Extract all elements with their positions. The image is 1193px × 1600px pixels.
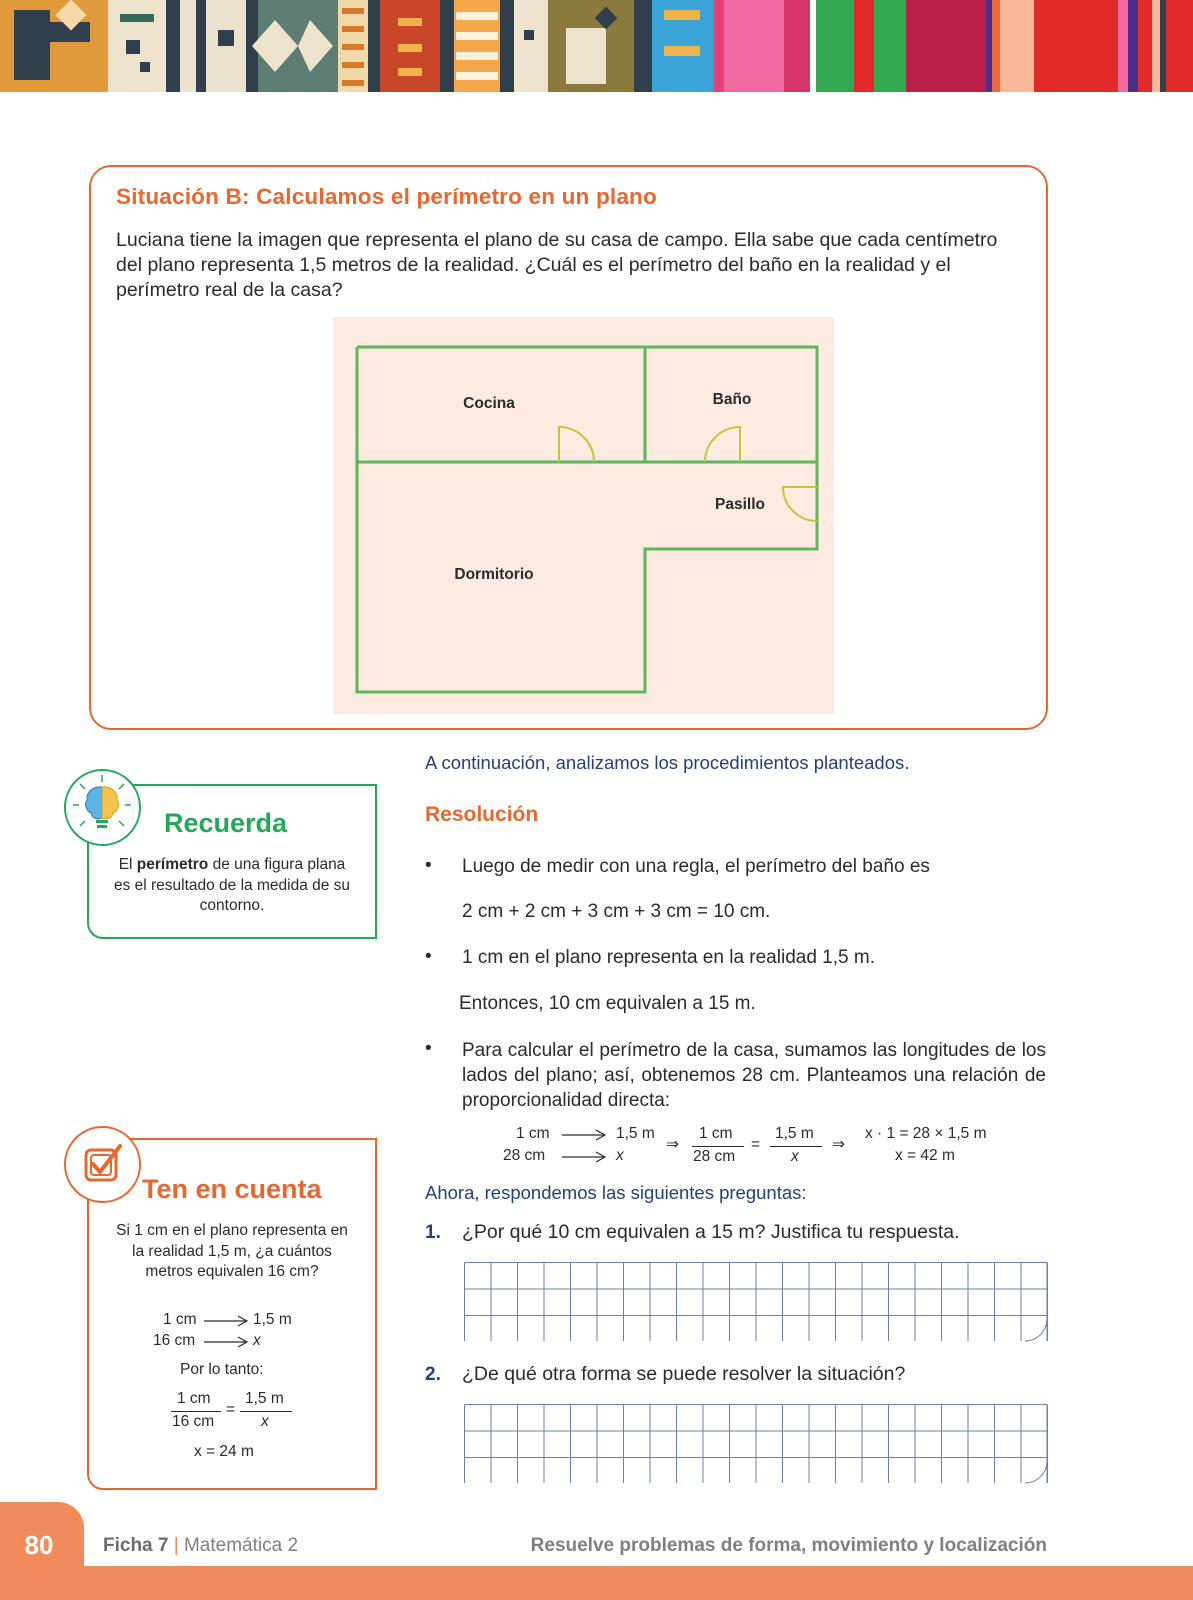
bullet-marker: • — [425, 1038, 432, 1059]
math-frac1-bar — [692, 1146, 744, 1147]
tec-equals: = — [226, 1401, 236, 1418]
math-eq2: x = 42 m — [895, 1147, 955, 1164]
footer-subject: Matemática 2 — [183, 1535, 299, 1556]
textile-pattern — [0, 0, 1193, 92]
checkbox-icon — [66, 1128, 138, 1200]
tec-r2-left: 16 cm — [153, 1332, 196, 1349]
door-cocina — [559, 427, 594, 462]
label-dormitorio: Dormitorio — [454, 566, 534, 583]
situation-text: Luciana tiene la imagen que representa el plano de su casa de campo. Ella sabe que cada centímetro del plano representa 1,5 metros de la realidad. ¿Cuál es el perímetro del baño en la realidad y el perímetro real de la casa? — [116, 229, 998, 301]
tec-frac2-den: x — [261, 1413, 269, 1430]
tec-frac2-num: 1,5 m — [245, 1390, 284, 1407]
ten-en-cuenta-title: Ten en cuenta — [142, 1174, 322, 1204]
math-implies: ⇒ — [666, 1136, 679, 1153]
tec-r1-right: 1,5 m — [253, 1311, 292, 1328]
tec-frac2-bar — [240, 1411, 292, 1412]
questions-heading: Ahora, respondemos las siguientes preguntas: — [425, 1182, 807, 1203]
math-frac2-num: 1,5 m — [775, 1125, 814, 1142]
math-equals: = — [751, 1136, 761, 1153]
math-r2-left: 28 cm — [503, 1147, 546, 1164]
answer-grid[interactable] — [464, 1404, 1048, 1484]
resolution-intro: A continuación, analizamos los procedimientos planteados. — [425, 752, 910, 773]
bullet1-line1: Luego de medir con una regla, el perímetro del baño es — [462, 856, 930, 877]
tec-r2-right: x — [253, 1332, 261, 1349]
bullet2-line2: Entonces, 10 cm equivalen a 15 m. — [459, 993, 756, 1014]
door-bano — [705, 427, 740, 462]
tec-arrows — [202, 1312, 252, 1352]
label-pasillo: Pasillo — [715, 496, 765, 513]
math-arrows — [560, 1126, 610, 1166]
bullet3-text: Para calcular el perímetro de la casa, sumamos las longitudes de los lados del plano; así, obtenemos 28 cm. Planteamos una relación de proporcionalidad directa: — [462, 1040, 1046, 1111]
recuerda-bold-term: perímetro — [136, 856, 209, 873]
math-r1-left: 1 cm — [516, 1125, 550, 1142]
bullet-marker: • — [425, 946, 432, 967]
footer-separator: | — [173, 1535, 179, 1556]
footer-band — [0, 1566, 1193, 1600]
tec-frac1-den: 16 cm — [172, 1413, 215, 1430]
footer-left — [103, 1535, 298, 1557]
decorative-textile-band — [0, 0, 1193, 92]
answer-grid[interactable] — [464, 1262, 1048, 1342]
floor-plan — [333, 317, 834, 714]
tec-frac1-bar — [171, 1411, 221, 1412]
door-pasillo — [783, 487, 817, 521]
question-number: 2. — [425, 1364, 441, 1385]
question-text: ¿Por qué 10 cm equivalen a 15 m? Justifica tu respuesta. — [462, 1221, 960, 1243]
label-bano: Baño — [712, 391, 752, 408]
math-implies: ⇒ — [832, 1136, 845, 1153]
bullet2-line1: 1 cm en el plano representa en la realidad 1,5 m. — [462, 947, 875, 968]
math-frac2-bar — [770, 1146, 822, 1147]
math-r2-right: x — [616, 1147, 624, 1164]
label-cocina: Cocina — [463, 395, 515, 412]
recuerda-text: El perímetro de una figura plana es el resultado de la medida de su contorno. — [113, 856, 351, 914]
tec-result: x = 24 m — [194, 1443, 254, 1460]
math-r1-right: 1,5 m — [616, 1125, 655, 1142]
tec-por-lo-tanto: Por lo tanto: — [180, 1361, 264, 1378]
brain-lightbulb-icon — [66, 771, 138, 843]
footer-competency: Resuelve problemas de forma, movimiento y localización — [530, 1535, 1047, 1556]
footer-ficha: Ficha 7 — [103, 1535, 169, 1556]
math-frac1-den: 28 cm — [693, 1148, 736, 1165]
question-number: 1. — [425, 1222, 441, 1243]
bullet1-line2: 2 cm + 2 cm + 3 cm + 3 cm = 10 cm. — [462, 901, 771, 922]
math-frac1-num: 1 cm — [699, 1125, 733, 1142]
resolution-title: Resolución — [425, 803, 539, 826]
situation-title: Situación B: Calculamos el perímetro en un plano — [116, 184, 657, 209]
ten-en-cuenta-text: Si 1 cm en el plano representa en la realidad 1,5 m, ¿a cuántos metros equivalen 16 cm? — [116, 1222, 348, 1280]
recuerda-badge — [64, 769, 141, 846]
question-text: ¿De qué otra forma se puede resolver la situación? — [462, 1363, 906, 1385]
ten-en-cuenta-badge — [64, 1126, 141, 1203]
tec-r1-left: 1 cm — [163, 1311, 197, 1328]
math-frac2-den: x — [791, 1148, 799, 1165]
bullet-marker: • — [425, 855, 432, 876]
math-eq1: x · 1 = 28 × 1,5 m — [865, 1125, 987, 1142]
tec-frac1-num: 1 cm — [177, 1390, 211, 1407]
page-number: 80 — [24, 1530, 54, 1560]
recuerda-title: Recuerda — [164, 808, 288, 838]
